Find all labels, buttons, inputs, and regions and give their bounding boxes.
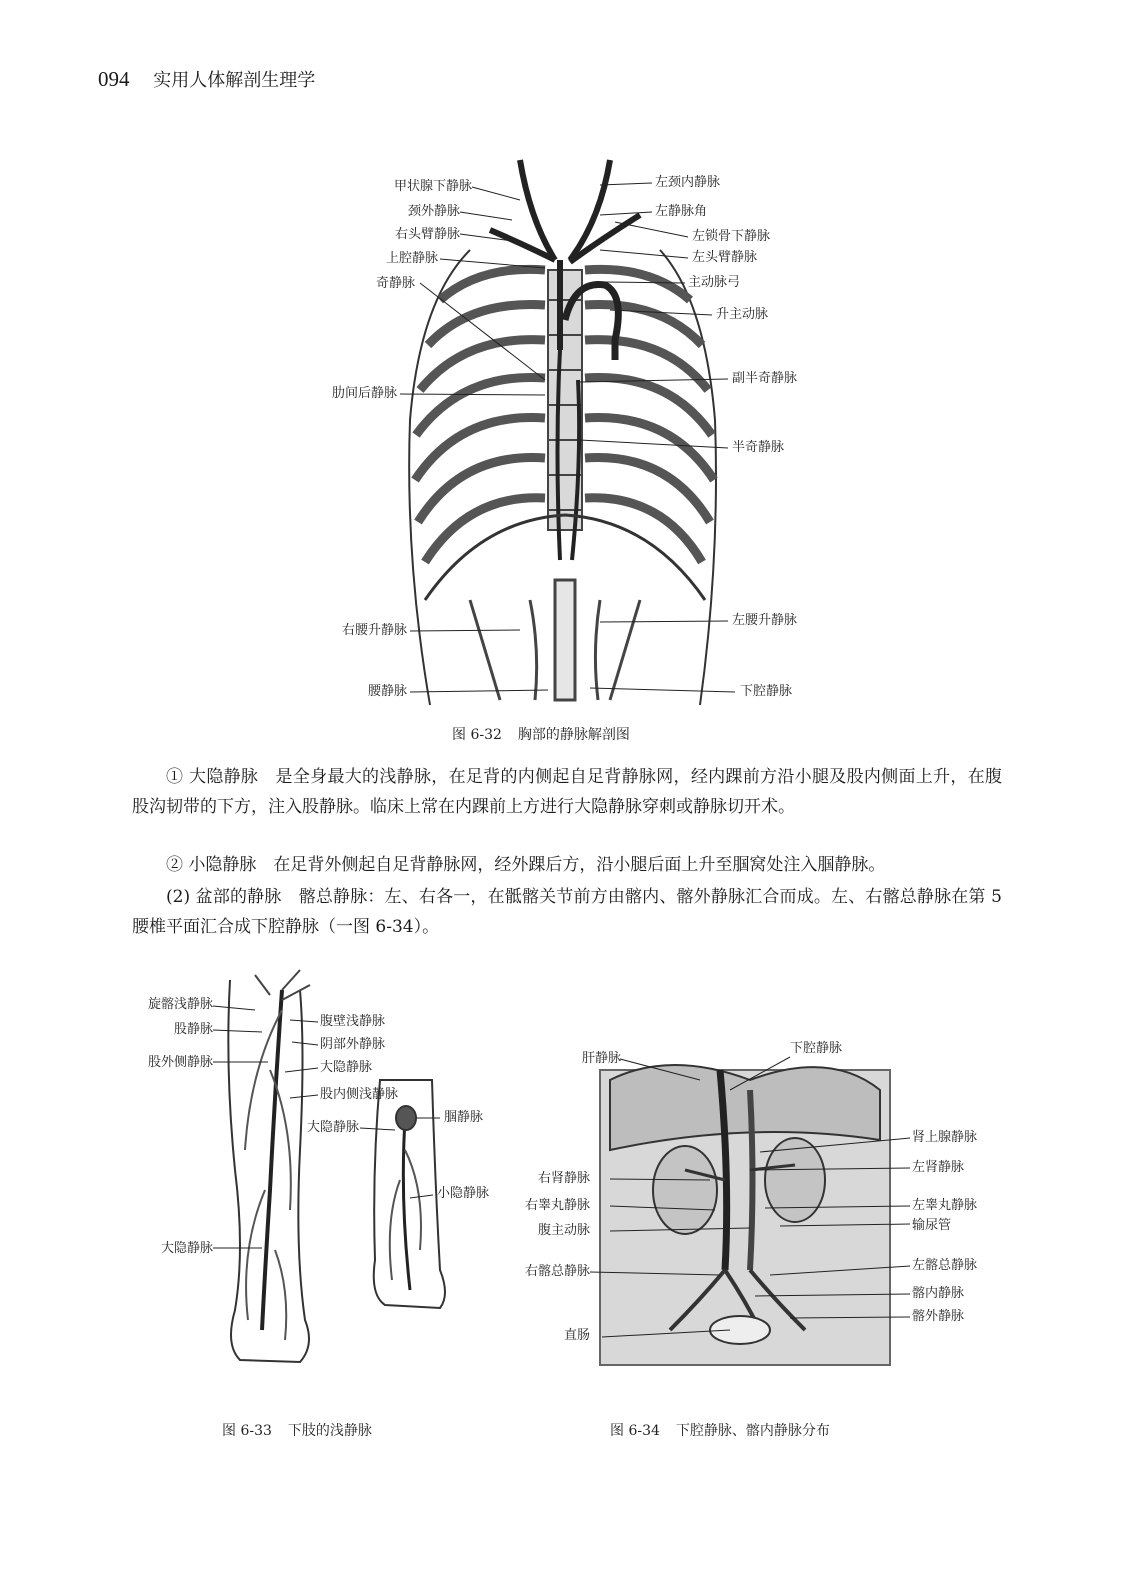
- figure-title: 下腔静脉、髂内静脉分布: [675, 1423, 830, 1439]
- fig3-label-left: 直肠: [563, 1328, 590, 1343]
- fig3-label-left: 右肾静脉: [537, 1171, 590, 1186]
- fig1-label-right: 主动脉弓: [688, 275, 741, 290]
- figure2-caption: [222, 1420, 372, 1440]
- fig1-label-left: 奇静脉: [375, 276, 415, 291]
- fig1-label-right: 半奇静脉: [732, 440, 785, 455]
- fig3-label-left: 右髂总静脉: [524, 1264, 590, 1279]
- fig3-label-left: 腹主动脉: [537, 1223, 590, 1238]
- right-kidney: [653, 1146, 717, 1234]
- rectum: [710, 1316, 770, 1344]
- fig2-label-right: 股内侧浅静脉: [320, 1087, 399, 1102]
- fig1-label-right: 左静脉角: [655, 204, 708, 219]
- fig1-label-left: 上腔静脉: [385, 251, 438, 266]
- fig2-label-left: 股外侧静脉: [147, 1055, 213, 1070]
- ribs-left: [415, 269, 545, 562]
- fig1-label-right: 左颈内静脉: [655, 175, 721, 190]
- thorax-vein-illustration: [0, 0, 1127, 720]
- fig2-label-right: 腹壁浅静脉: [320, 1014, 386, 1029]
- book-title: 实用人体解剖生理学: [153, 70, 316, 91]
- abdominal-aorta: [750, 1090, 753, 1270]
- fig3-label-right: 输尿管: [912, 1218, 952, 1233]
- fig2-label-right: 腘静脉: [444, 1110, 484, 1125]
- figure3-caption: [610, 1420, 830, 1440]
- fig3-label-right: 左髂总静脉: [912, 1258, 978, 1273]
- figure1-caption: [452, 724, 630, 744]
- lower-limb-vein-illustration: [0, 950, 520, 1380]
- paragraph: ① 大隐静脉 是全身最大的浅静脉，在足背的内侧起自足背静脉网，经内踝前方沿小腿及股内侧面上升，在腹股沟韧带的下方，注入股静脉。临床上常在内踝前上方进行大隐静脉穿刺或静脉切开术。: [132, 767, 1002, 817]
- great-saphenous-trunk: [262, 990, 282, 1330]
- fig1-label-left: 甲状腺下静脉: [393, 179, 472, 194]
- fig2-label-left: 股静脉: [173, 1022, 213, 1037]
- fig2-label-right: 大隐静脉: [320, 1060, 373, 1075]
- paragraph: ② 小隐静脉 在足背外侧起自足背静脉网，经外踝后方，沿小腿后面上升至腘窝处注入腘静脉。: [166, 855, 886, 875]
- figure-title: 胸部的静脉解剖图: [517, 727, 630, 743]
- fig2-label-left: 大隐静脉: [306, 1120, 359, 1135]
- fig1-label-right: 左头臂静脉: [692, 250, 758, 265]
- fig1-label-left: 颈外静脉: [407, 204, 460, 219]
- fig1-label-left: 腰静脉: [367, 684, 407, 699]
- fig3-label-left: 右睾丸静脉: [524, 1198, 590, 1213]
- figure-number: 图 6-33: [222, 1423, 272, 1439]
- fig3-label-right: 髂内静脉: [912, 1286, 965, 1301]
- page-number: 094: [98, 67, 130, 91]
- fig1-label-right: 左锁骨下静脉: [692, 229, 771, 244]
- fig1-label-left: 肋间后静脉: [331, 386, 397, 401]
- fig1-label-right: 下腔静脉: [740, 684, 793, 699]
- fig3-label-right: 下腔静脉: [790, 1041, 843, 1056]
- figure-title: 下肢的浅静脉: [287, 1423, 372, 1439]
- figure-number: 图 6-32: [452, 727, 502, 743]
- fig1-label-right: 升主动脉: [716, 307, 769, 322]
- fig1-label-right: 左腰升静脉: [732, 613, 798, 628]
- fig2-label-right: 小隐静脉: [437, 1186, 490, 1201]
- fig3-label-right: 左睾丸静脉: [912, 1198, 978, 1213]
- figure-number: 图 6-34: [610, 1423, 660, 1439]
- fig3-label-right: 髂外静脉: [912, 1309, 965, 1324]
- fig3-label-right: 左肾静脉: [912, 1160, 965, 1175]
- lumbar-region: [470, 580, 640, 700]
- ivc-vein-illustration: [590, 1030, 910, 1370]
- fig1-label-left: 右腰升静脉: [341, 623, 407, 638]
- small-saphenous-trunk: [403, 1120, 410, 1290]
- fig1-label-right: 副半奇静脉: [732, 371, 798, 386]
- fig2-label-left: 大隐静脉: [160, 1241, 213, 1256]
- fig2-label-right: 阴部外静脉: [320, 1037, 386, 1052]
- fig2-label-left: 旋髂浅静脉: [147, 997, 213, 1012]
- paragraph: (2) 盆部的静脉 髂总静脉：左、右各一，在骶髂关节前方由髂内、髂外静脉汇合而成。左、右髂总静脉在第 5 腰椎平面汇合成下腔静脉（一图 6-34）。: [132, 887, 1002, 937]
- fig1-label-left: 右头臂静脉: [394, 227, 460, 242]
- fig3-label-right: 肾上腺静脉: [912, 1130, 978, 1145]
- fig3-label-left: 肝静脉: [581, 1051, 621, 1066]
